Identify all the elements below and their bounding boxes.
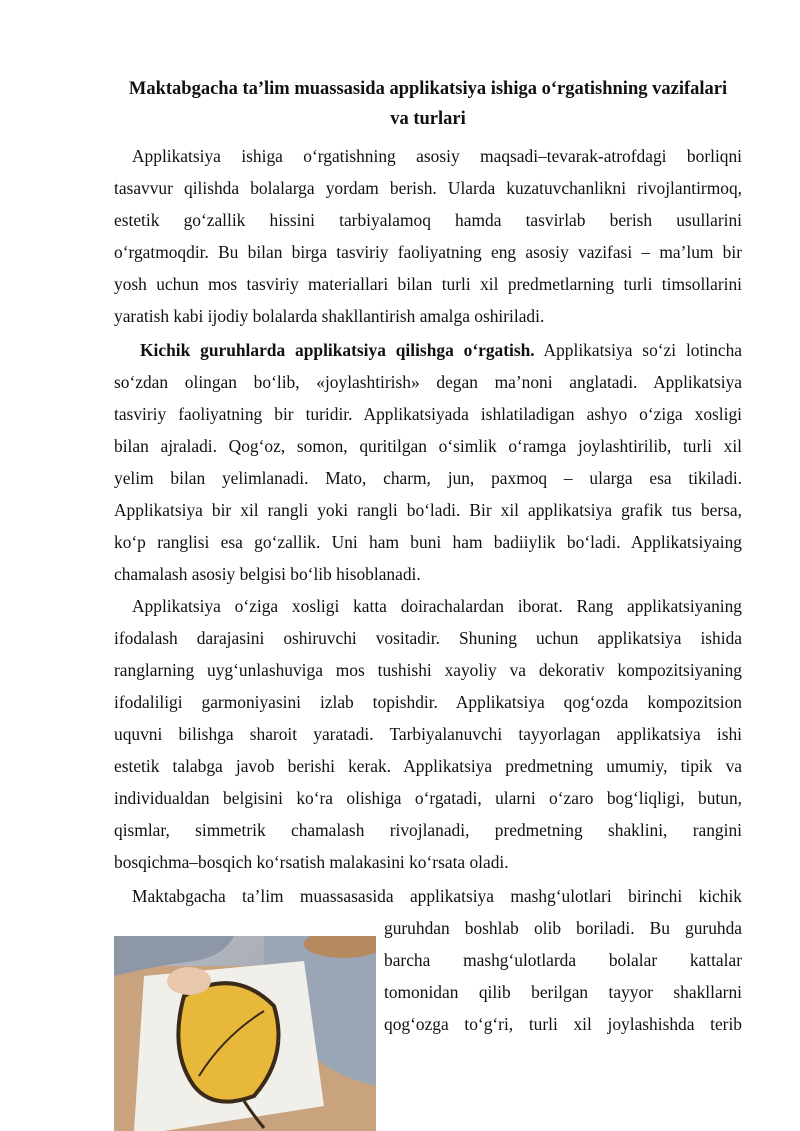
text-line: ifodalash darajasini oshiruvchi vositadir. Shuning uchun applikatsiya ishida: [114, 628, 742, 648]
heading-rest: Applikatsiya so‘zi lotincha: [534, 340, 742, 360]
paragraph-goals: [114, 140, 742, 332]
document-title: [112, 74, 744, 134]
text-line: tomonidan qilib berilgan tayyor shakllarni: [384, 982, 742, 1002]
paragraph-colors: [114, 590, 742, 878]
text-line: so‘zdan olingan bo‘lib, «joylashtirish» degan ma’noni anglatadi. Applikatsiya: [114, 372, 742, 392]
text-line: Applikatsiya bir xil rangli yoki rangli bo‘ladi. Bir xil applikatsiya grafik tus bersa,: [114, 500, 742, 520]
text-line: Applikatsiya ishiga o‘rgatishning asosiy maqsadi–tevarak-atrofdagi borliqni: [132, 146, 742, 166]
title-line-2: va turlari: [390, 109, 466, 129]
leaf-applique: [178, 983, 278, 1101]
section-heading: Kichik guruhlarda applikatsiya qilishga o‘rgatish.: [140, 340, 535, 360]
text-line: individualdan belgisini ko‘ra olishiga o‘rgatadi, ularni o‘zaro bog‘liqligi, butun,: [114, 788, 742, 808]
text-line: ranglarning uyg‘unlashuviga mos tushishi xayoliy va dekorativ kompozitsiyaning: [114, 660, 742, 680]
text-line: o‘rgatmoqdir. Bu bilan birga tasviriy faoliyatning eng asosiy vazifasi – ma’lum bir: [114, 242, 742, 262]
text-line: chamalash asosiy belgisi bo‘lib hisoblanadi.: [114, 564, 421, 584]
photo-illustration: [114, 936, 376, 1131]
text-line: barcha mashg‘ulotlarda bolalar kattalar: [384, 950, 742, 970]
text-line: yosh uchun mos tasviriy materiallari bilan turli xil predmetlarning turli timsollarini: [114, 274, 742, 294]
paragraph-small-groups: [114, 334, 742, 590]
text-beside-photo: [384, 912, 742, 1040]
text-line: estetik go‘zallik hissini tarbiyalamoq hamda tasvirlab berish usullarini: [114, 210, 742, 230]
text-line: [114, 334, 742, 366]
text-line: tasavvur qilishda bolalarga yordam berish. Ularda kuzatuvchanlikni rivojlantirmoq,: [114, 178, 742, 198]
text-line: Applikatsiya o‘ziga xosligi katta doirachalardan iborat. Rang applikatsiyaning: [132, 596, 742, 616]
text-line: Maktabgacha ta’lim muassasasida applikatsiya mashg‘ulotlari birinchi kichik: [132, 886, 742, 906]
text-line: guruhdan boshlab olib boriladi. Bu guruhda: [384, 918, 742, 938]
text-line: yaratish kabi ijodiy bolalarda shakllantirish amalga oshiriladi.: [114, 306, 545, 326]
text-line: uquvni bilishga sharoit yaratadi. Tarbiyalanuvchi tayyorlagan applikatsiya ishi: [114, 724, 742, 744]
text-line: qismlar, simmetrik chamalash rivojlanadi, predmetning shaklini, rangini: [114, 820, 742, 840]
text-line: ko‘p ranglisi esa go‘zallik. Uni ham buni ham badiiylik bo‘ladi. Applikatsiyaing: [114, 532, 742, 552]
text-line: yelim bilan yelimlanadi. Mato, charm, jun, paxmoq – ularga esa tikiladi.: [114, 468, 742, 488]
child-leaf-applique-photo: [114, 936, 376, 1131]
title-line-1: Maktabgacha ta’lim muassasida applikatsiya ishiga o‘rgatishning vazifalari: [128, 79, 728, 99]
text-line: ifodaliligi garmoniyasini izlab topishdir. Applikatsiya qog‘ozda kompozitsion: [114, 692, 742, 712]
text-line: qog‘ozga to‘g‘ri, turli xil joylashishda terib: [384, 1014, 742, 1034]
child-hand: [167, 967, 211, 995]
text-line: bosqichma–bosqich ko‘rsatish malakasini ko‘rsata oladi.: [114, 852, 509, 872]
text-line: estetik talabga javob berishi kerak. Applikatsiya predmetning umumiy, tipik va: [114, 756, 742, 776]
text-line: bilan ajraladi. Qog‘oz, somon, quritilgan o‘simlik o‘ramga joylashtirilib, turli xil: [114, 436, 742, 456]
text-line: tasviriy faoliyatning bir turidir. Applikatsiyada ishlatiladigan ashyo o‘ziga xosligi: [114, 404, 742, 424]
